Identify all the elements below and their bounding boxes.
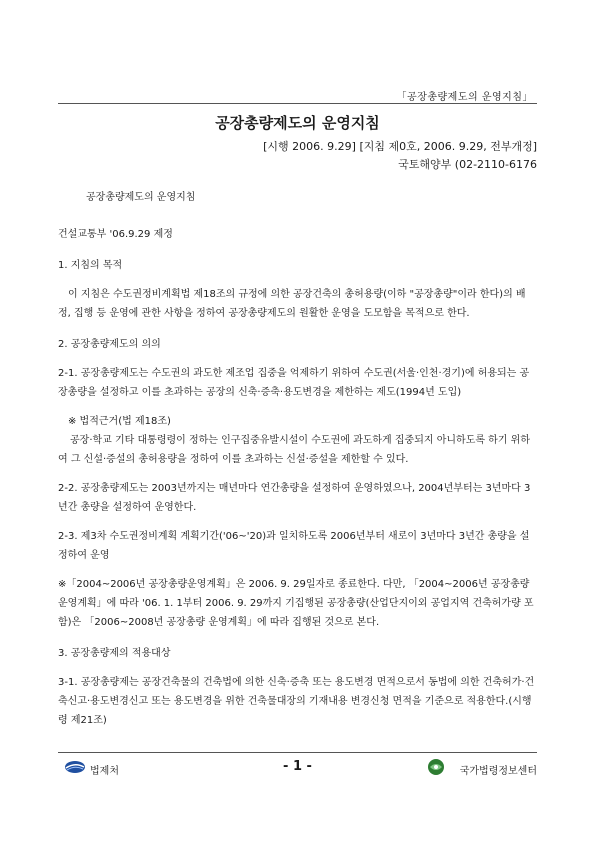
law-center-logo-icon [427, 758, 445, 779]
section-3-heading: 3. 공장총량제의 적용대상 [58, 648, 171, 659]
legal-basis-text: 공장·학교 기타 대통령령이 정하는 인구집중유발시설이 수도권에 과도하게 집중되지 아니하도록 하기 위하여 그 신설·증설의 총허용량을 정하여 이를 초과하는 신설·증설을 제한할 수 있다. [58, 435, 531, 465]
clause-2-3: 2-3. 제3차 수도권정비계획 계획기간('06~'20)과 일치하도록 2006년부터 새로이 3년마다 3년간 총량을 설정하여 운영 [58, 531, 530, 561]
footer-right-label: 국가법령정보센터 [459, 766, 537, 777]
footer-left-label: 법제처 [90, 766, 119, 777]
section-1-text: 이 지침은 수도권정비계획법 제18조의 규정에 의한 공장건축의 총허용량(이하 "공장총량"이라 한다)의 배정, 집행 등 운영에 관한 사항을 정하여 공장총량제도의 원활한 운영을 도모함을 목적으로 한다. [58, 289, 526, 319]
header-divider [58, 103, 537, 104]
revision-info: [시행 2006. 9.29] [지침 제0호, 2006. 9.29, 전부개정] [263, 140, 537, 153]
section-1-heading: 1. 지침의 목적 [58, 260, 123, 271]
clause-2-3-note: ※「2004~2006년 공장총량운영계획」은 2006. 9. 29일자로 종료한다. 다만, 「2004~2006년 공장총량 운영계획」에 따라 '06. 1. 1부터 2006. 9. 29까지 기집행된 공장총량(산업단지이외 공업지역 건축허가량 포함)은 「2006~2008년 공장총량 운영계획」에 따라 집행된 것으로 본다. [58, 579, 534, 628]
header-document-tag: 「공장총량제도의 운영지침」 [396, 92, 533, 103]
page-number: - 1 - [283, 759, 312, 774]
section-2-heading: 2. 공장총량제도의 의의 [58, 339, 161, 350]
ministry-contact: 국토해양부 (02-2110-6176 [398, 158, 537, 171]
clause-3-1: 3-1. 공장총량제는 공장건축물의 건축법에 의한 신축·증축 또는 용도변경 면적으로서 동법에 의한 건축허가·건축신고·용도변경신고 또는 용도변경을 위한 건축물대장의 기재내용 변경신청 면적을 기준으로 적용한다.(시행령 제21조) [58, 677, 535, 726]
body-subtitle: 공장총량제도의 운영지침 [86, 192, 196, 203]
document-body [58, 178, 537, 730]
legal-basis-heading: ※ 법적근거(법 제18조) [68, 416, 171, 427]
page-footer [58, 757, 537, 783]
issuer-line: 건설교통부 '06.9.29 제정 [58, 229, 173, 240]
clause-2-2: 2-2. 공장총량제도는 2003년까지는 매년마다 연간총량을 설정하여 운영하였으나, 2004년부터는 3년마다 3년간 총량을 설정하여 운영한다. [58, 483, 531, 513]
document-title: 공장총량제도의 운영지침 [215, 114, 380, 132]
clause-2-1: 2-1. 공장총량제도는 수도권의 과도한 제조업 집중을 억제하기 위하여 수도권(서울·인천·경기)에 허용되는 공장총량을 설정하고 이를 초과하는 공장의 신축·증축·용도변경을 제한하는 제도(1994년 도입) [58, 368, 530, 398]
footer-divider [58, 752, 537, 753]
